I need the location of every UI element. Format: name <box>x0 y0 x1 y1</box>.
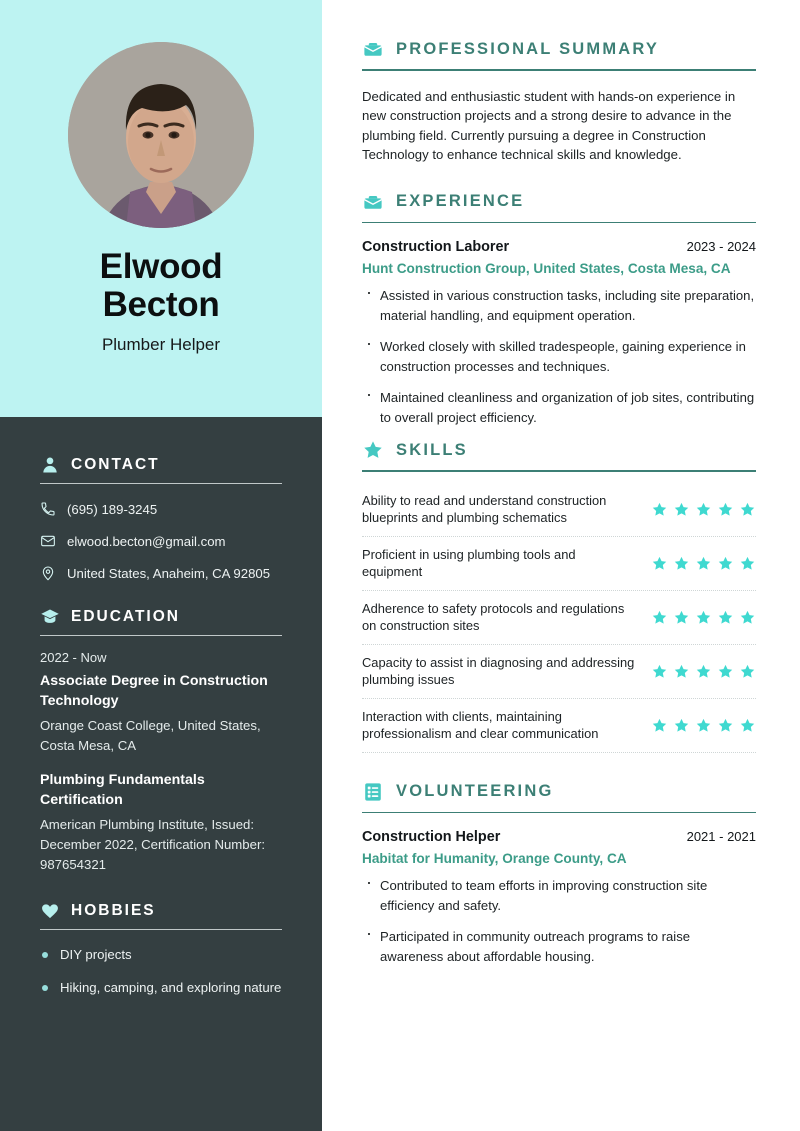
experience-organization: Hunt Construction Group, United States, Costa Mesa, CA <box>362 261 731 277</box>
section-experience <box>362 191 756 428</box>
star-filled-icon <box>695 555 712 572</box>
star-filled-icon <box>651 663 668 680</box>
education-heading <box>40 607 282 627</box>
skills-divider <box>362 470 756 472</box>
skills-heading-label: SKILLS <box>396 440 468 459</box>
list-item: · Assisted in various construction tasks, including site preparation, material handling, and equipment operation. <box>362 286 756 325</box>
list-item: · Participated in community outreach programs to raise awareness about affordable housing. <box>362 927 756 966</box>
list-item: · Maintained cleanliness and organization of job sites, contributing to overall project efficiency. <box>362 388 756 427</box>
hobbies-heading-label: HOBBIES <box>71 902 156 919</box>
skill-name: Ability to read and understand construction blueprints and plumbing schematics <box>362 492 607 526</box>
summary-text: Dedicated and enthusiastic student with hands-on experience in new construction projects and a strong desire to advance in the plumbing field. Currently pursuing a degree in Construction Technology to enhance technical skills and knowledge. <box>362 88 736 163</box>
briefcase-icon <box>362 38 384 60</box>
skill-rating <box>651 555 756 572</box>
education-degree: Associate Degree in Construction Technology <box>40 673 268 709</box>
volunteering-heading-label: VOLUNTEERING <box>396 782 554 801</box>
star-filled-icon <box>673 609 690 626</box>
volunteering-bullets <box>362 876 756 966</box>
contact-list <box>40 501 282 581</box>
skill-name: Proficient in using plumbing tools and equipment <box>362 546 576 580</box>
education-date: 2022 - Now <box>40 650 107 665</box>
summary-heading <box>362 38 756 60</box>
contact-location-value: United States, Anaheim, CA 92805 <box>67 565 271 581</box>
section-volunteering <box>362 781 756 967</box>
star-filled-icon <box>695 663 712 680</box>
skill-name: Adherence to safety protocols and regulations on construction sites <box>362 600 625 634</box>
skill-rating <box>651 717 756 734</box>
portrait-photo-icon <box>68 42 254 228</box>
experience-bullets <box>362 286 756 427</box>
experience-item-header <box>362 239 756 255</box>
star-icon <box>362 439 384 461</box>
education-item <box>40 650 282 756</box>
contact-heading <box>40 455 282 475</box>
skill-row <box>362 699 756 753</box>
skill-rating <box>651 501 756 518</box>
section-education <box>40 607 282 875</box>
experience-date: 2023 - 2024 <box>686 239 756 255</box>
avatar <box>68 42 254 228</box>
section-contact <box>40 455 282 581</box>
skill-name: Capacity to assist in diagnosing and addressing plumbing issues <box>362 654 635 688</box>
star-filled-icon <box>717 609 734 626</box>
star-filled-icon <box>739 609 756 626</box>
skill-row <box>362 591 756 645</box>
user-icon <box>40 455 60 475</box>
star-filled-icon <box>717 501 734 518</box>
list-item: · Contributed to team efforts in improving construction site efficiency and safety. <box>362 876 756 915</box>
star-filled-icon <box>673 717 690 734</box>
star-filled-icon <box>695 609 712 626</box>
star-filled-icon <box>673 501 690 518</box>
list-item: · Worked closely with skilled tradespeople, gaining experience in construction processes and techniques. <box>362 337 756 376</box>
location-pin-icon <box>40 565 56 581</box>
volunteering-heading <box>362 781 756 803</box>
star-filled-icon <box>695 501 712 518</box>
education-divider <box>40 635 282 636</box>
summary-heading-label: PROFESSIONAL SUMMARY <box>396 39 660 58</box>
star-filled-icon <box>695 717 712 734</box>
contact-location[interactable] <box>40 565 282 581</box>
graduation-cap-icon <box>40 607 60 627</box>
education-heading-label: EDUCATION <box>71 608 180 625</box>
skill-rating <box>651 609 756 626</box>
section-professional-summary <box>362 38 756 165</box>
skills-list <box>362 484 756 753</box>
section-skills <box>362 439 756 753</box>
job-title: Plumber Helper <box>101 335 221 354</box>
experience-item <box>362 239 756 427</box>
star-filled-icon <box>717 663 734 680</box>
education-place: Orange Coast College, United States, Costa Mesa, CA <box>40 718 261 753</box>
skill-row <box>362 645 756 699</box>
star-filled-icon <box>717 717 734 734</box>
phone-icon <box>40 501 56 517</box>
volunteering-organization: Habitat for Humanity, Orange County, CA <box>362 851 627 867</box>
star-filled-icon <box>739 663 756 680</box>
star-filled-icon <box>651 609 668 626</box>
skill-name: Interaction with clients, maintaining professionalism and clear communication <box>362 708 599 742</box>
volunteering-role: Construction Helper <box>362 829 501 846</box>
list-item: Hiking, camping, and exploring nature <box>40 978 282 998</box>
star-filled-icon <box>651 717 668 734</box>
education-item <box>40 770 282 875</box>
star-filled-icon <box>739 501 756 518</box>
star-filled-icon <box>739 717 756 734</box>
star-filled-icon <box>673 663 690 680</box>
sidebar-header <box>0 0 322 417</box>
sidebar-body <box>0 417 322 998</box>
sidebar <box>0 0 322 1131</box>
list-item: DIY projects <box>40 945 282 965</box>
hobbies-list <box>40 945 282 998</box>
contact-phone[interactable] <box>40 501 282 517</box>
main-content <box>322 0 800 1131</box>
name-line-2: Becton <box>102 285 220 324</box>
envelope-icon <box>40 533 56 549</box>
section-hobbies <box>40 901 282 998</box>
star-filled-icon <box>651 501 668 518</box>
skills-heading <box>362 439 756 461</box>
name-line-1: Elwood <box>99 247 223 286</box>
volunteering-date: 2021 - 2021 <box>686 829 756 845</box>
hobbies-divider <box>40 929 282 930</box>
volunteering-divider <box>362 812 756 814</box>
contact-email[interactable] <box>40 533 282 549</box>
hobbies-heading <box>40 901 282 921</box>
contact-phone-value: (695) 189-3245 <box>67 501 158 517</box>
summary-divider <box>362 69 756 71</box>
heart-icon <box>40 901 60 921</box>
page-title <box>36 248 286 324</box>
skill-rating <box>651 663 756 680</box>
experience-heading-label: EXPERIENCE <box>396 192 525 211</box>
skill-row <box>362 537 756 591</box>
education-degree: Plumbing Fundamentals Certification <box>40 772 205 808</box>
contact-divider <box>40 483 282 484</box>
list-document-icon <box>362 781 384 803</box>
contact-heading-label: CONTACT <box>71 456 160 473</box>
star-filled-icon <box>739 555 756 572</box>
volunteering-item <box>362 829 756 966</box>
experience-divider <box>362 222 756 224</box>
education-place: American Plumbing Institute, Issued: December 2022, Certification Number: 987654321 <box>40 817 266 872</box>
experience-heading <box>362 191 756 213</box>
experience-role: Construction Laborer <box>362 239 510 256</box>
skill-row <box>362 484 756 537</box>
contact-email-value: elwood.becton@gmail.com <box>67 533 226 549</box>
star-filled-icon <box>717 555 734 572</box>
volunteering-item-header <box>362 829 756 845</box>
star-filled-icon <box>651 555 668 572</box>
star-filled-icon <box>673 555 690 572</box>
briefcase-icon <box>362 191 384 213</box>
